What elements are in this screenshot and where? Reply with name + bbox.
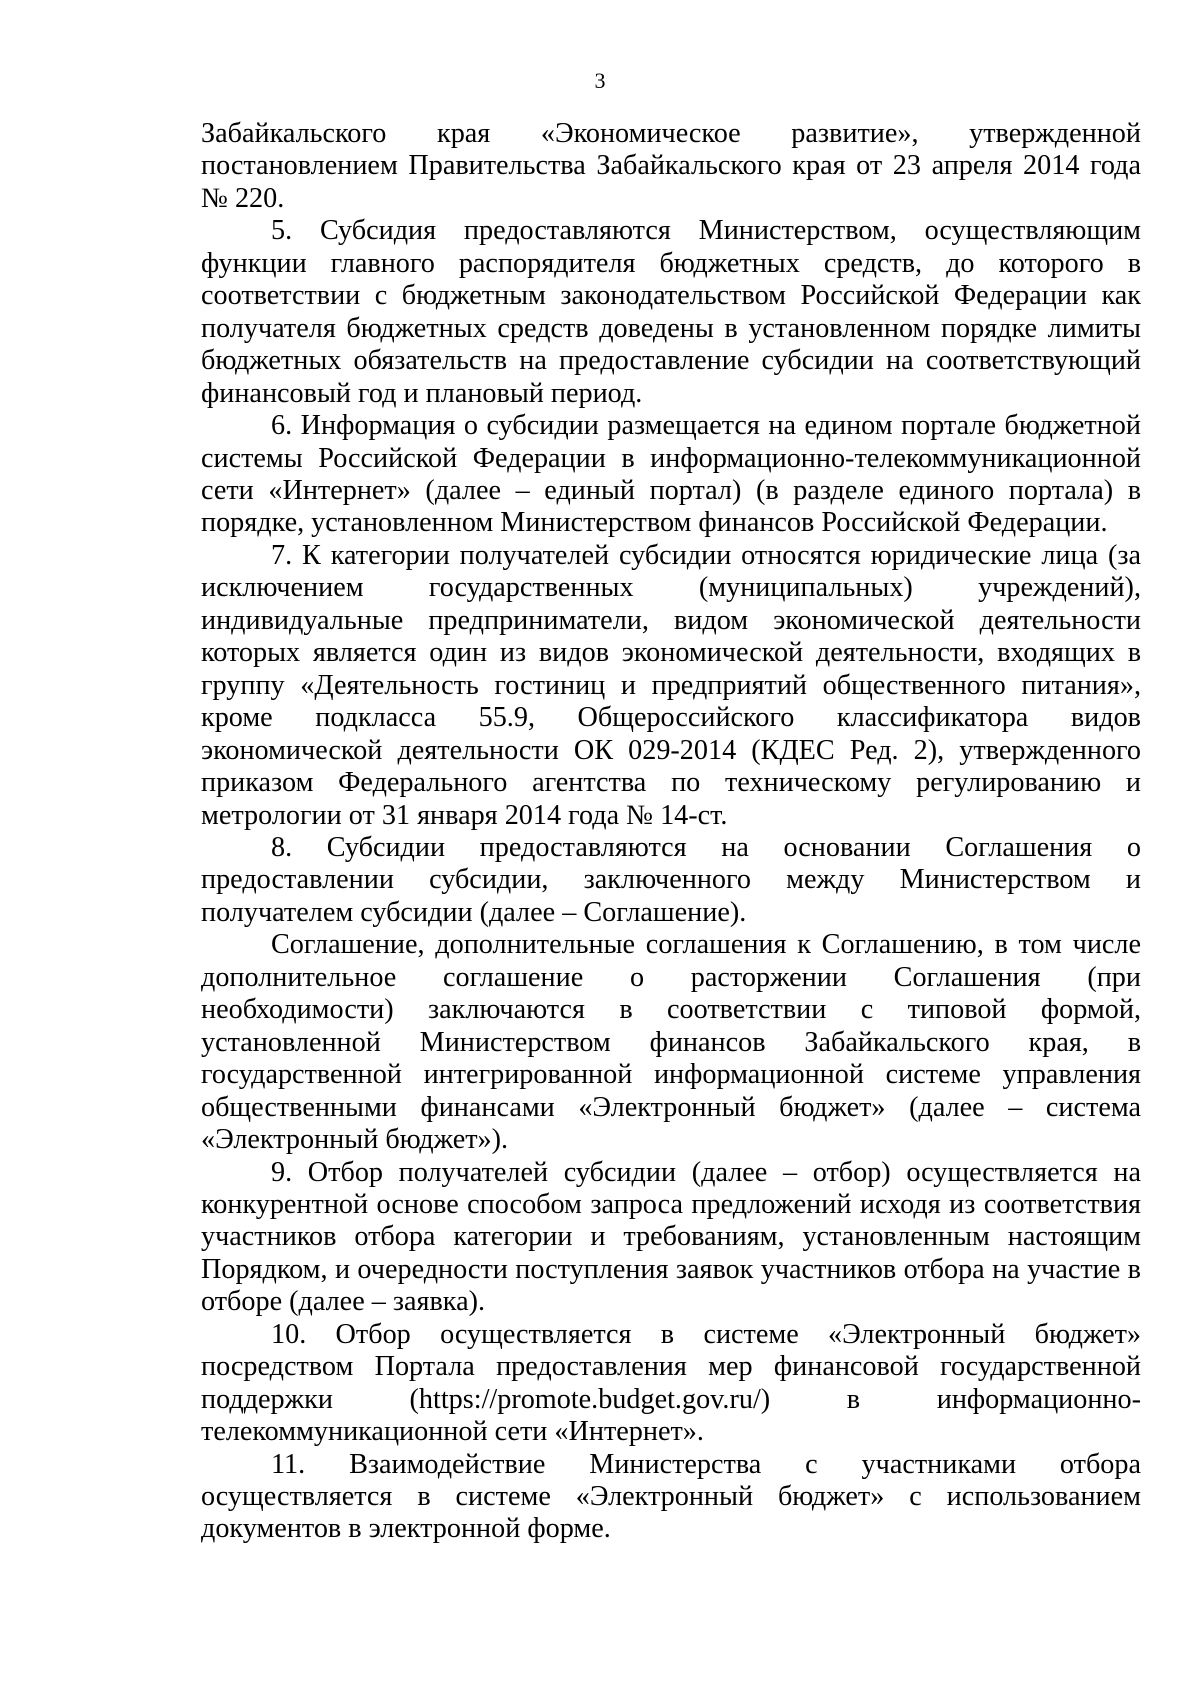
paragraph-item-8: 8. Субсидии предоставляются на основании Соглашения о предоставлении субсидии, заключенного между Министерством и получателем субсидии (далее – Соглашение). — [201, 831, 1141, 928]
paragraph-item-10: 10. Отбор осуществляется в системе «Электронный бюджет» посредством Портала предоставления мер финансовой государственной поддержки (https://promote.budget.gov.ru/) в информационно-телекоммуникационной сети «Интернет». — [201, 1318, 1141, 1448]
paragraph-item-5: 5. Субсидия предоставляются Министерством, осуществляющим функции главного распорядителя бюджетных средств, до которого в соответствии с бюджетным законодательством Российской Федерации как получателя бюджетных средств доведены в установленном порядке лимиты бюджетных обязательств на предоставление субсидии на соответствующий финансовый год и плановый период. — [201, 215, 1141, 409]
document-body — [201, 118, 1141, 1546]
paragraph-item-9: 9. Отбор получателей субсидии (далее – отбор) осуществляется на конкурентной основе способом запроса предложений исходя из соответствия участников отбора категории и требованиям, установленным настоящим Порядком, и очередности поступления заявок участников отбора на участие в отборе (далее – заявка). — [201, 1156, 1141, 1318]
paragraph-item-7: 7. К категории получателей субсидии относятся юридические лица (за исключением государственных (муниципальных) учреждений), индивидуальные предприниматели, видом экономической деятельности которых является один из видов экономической деятельности, входящих в группу «Деятельность гостиниц и предприятий общественного питания», кроме подкласса 55.9, Общероссийского классификатора видов экономической деятельности ОК 029-2014 (КДЕС Ред. 2), утвержденного приказом Федерального агентства по техническому регулированию и метрологии от 31 января 2014 года № 14-ст. — [201, 539, 1141, 831]
paragraph-item-6: 6. Информация о субсидии размещается на едином портале бюджетной системы Российской Федерации в информационно-телекоммуникационной сети «Интернет» (далее – единый портал) (в разделе единого портала) в порядке, установленном Министерством финансов Российской Федерации. — [201, 410, 1141, 539]
paragraph-item-11: 11. Взаимодействие Министерства с участниками отбора осуществляется в системе «Электронный бюджет» с использованием документов в электронной форме. — [201, 1448, 1141, 1545]
page-number: 3 — [594, 68, 606, 93]
paragraph-agreement: Соглашение, дополнительные соглашения к Соглашению, в том числе дополнительное соглашение о расторжении Соглашения (при необходимости) заключаются в соответствии с типовой формой, установленной Министерством финансов Забайкальского края, в государственной интегрированной информационной системе управления общественными финансами «Электронный бюджет» (далее – система «Электронный бюджет»). — [201, 929, 1141, 1156]
paragraph-continuation: Забайкальского края «Экономическое развитие», утвержденной постановлением Правительства Забайкальского края от 23 апреля 2014 года № 220. — [201, 118, 1141, 214]
